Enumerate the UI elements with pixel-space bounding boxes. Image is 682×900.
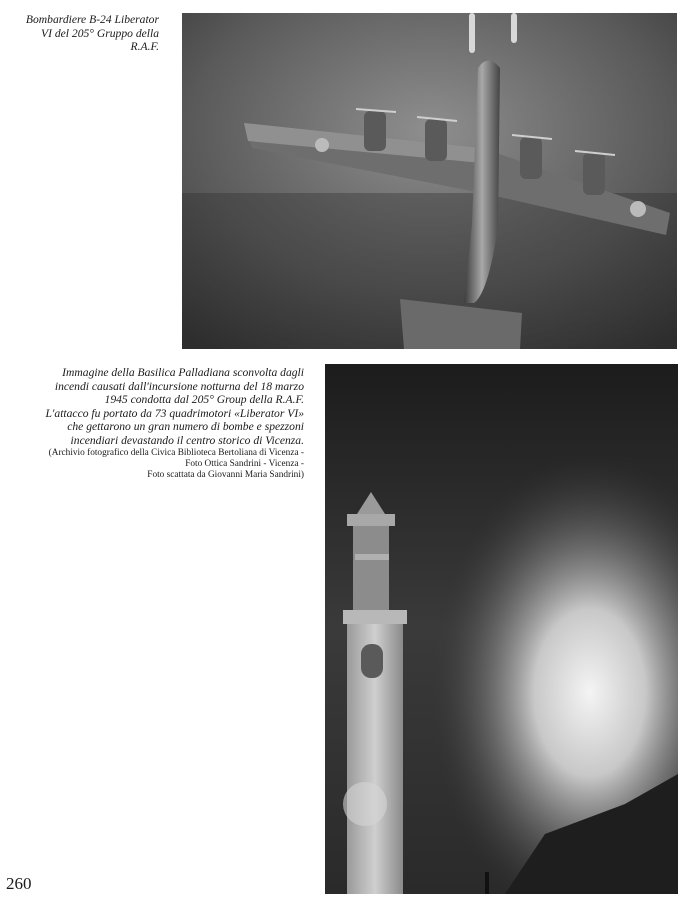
b24-bomber-photo [182, 13, 677, 349]
credit-line: (Archivio fotografico della Civica Biblioteca Bertoliana di Vicenza - [48, 447, 304, 458]
basilica-fire-photo [325, 364, 678, 894]
bomber-photo-caption [8, 13, 159, 54]
caption-line: L'attacco fu portato da 73 quadrimotori «Liberator VI» [45, 406, 304, 420]
caption-line: 1945 condotta dal 205° Group della R.A.F. [104, 393, 304, 407]
page-number: 260 [6, 874, 32, 893]
caption-line: che gettarono un gran numero di bombe e spezzoni [67, 420, 304, 434]
photo-credit [4, 448, 304, 482]
credit-line: Foto scattata da Giovanni Maria Sandrini) [147, 469, 304, 480]
caption-line: Bombardiere B-24 Liberator [25, 13, 159, 26]
caption-line: incendiari devastando il centro storico di Vicenza. [70, 433, 304, 447]
caption-line: VI del 205° Gruppo della [41, 26, 159, 40]
credit-line: Foto Ottica Sandrini - Vicenza - [185, 458, 304, 469]
caption-line: Immagine della Basilica Palladiana sconvolta dagli [62, 366, 304, 379]
basilica-photo-caption [4, 366, 304, 481]
caption-line: R.A.F. [130, 40, 159, 54]
caption-line: incendi causati dall'incursione notturna del 18 marzo [54, 379, 304, 393]
